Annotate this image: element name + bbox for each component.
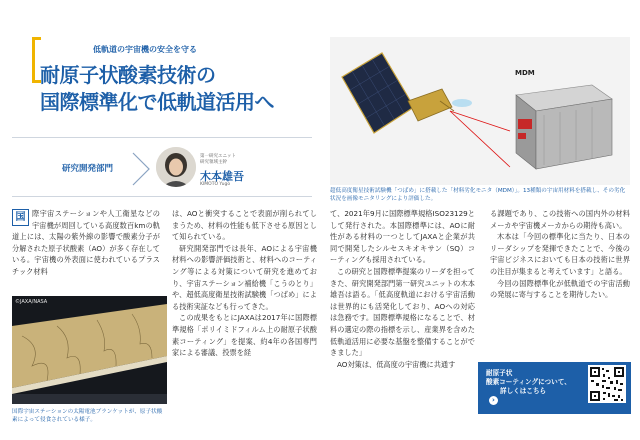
department-label: 研究開発部門 <box>62 164 114 174</box>
divider <box>12 137 312 138</box>
drop-cap: 国 <box>12 209 29 226</box>
paragraph: 今回の国際標準化が低軌道での宇宙活動の発展に寄与することを期待したい。 <box>490 278 630 300</box>
avatar <box>156 147 196 187</box>
person-name-roman: KIMOTO Yugo <box>200 182 231 187</box>
person-title <box>200 154 236 166</box>
body-column-1 <box>12 208 160 278</box>
satellite-photo <box>330 37 630 185</box>
link-line1: 耐原子状 <box>486 369 513 377</box>
body-column-4 <box>490 208 630 301</box>
paragraph: 研究開発部門では長年、AOによる宇宙機材料への影響評価技術と、材料へのコーティング等による対策について研究を進めており、宇宙ステーション補給機「こうのとり」や、超低高度衛星技術試験機「つばめ」による技術実証なども行ってきた。 <box>172 243 317 311</box>
photo-credit: ©JAXA/NASA <box>15 299 48 305</box>
arrow-right-icon[interactable]: › <box>489 396 498 405</box>
photo-caption: 超低高度衛星技術試験機「つばめ」に搭載した「材料劣化モニタ（MDM）」。13種類の宇宙用材料を搭載し、その劣化状況を画像モニタリングにより評価した。 <box>330 188 626 202</box>
paragraph: この研究と国際標準提案のリーダを担ってきた、研究開発部門第一研究ユニットの木本雄吾は語る。「低高度軌道における宇宙活動は世界的にも活発化しており、AOへの対応は急務です。国際標準規格になることで、材料の選定の際の指標を示し、産業界を含めた低軌道活用に必要な基盤を整備することができました」 <box>330 266 475 358</box>
paragraph: AO対策は、低高度の宇宙機に共通す <box>337 359 456 369</box>
photo-caption: 国際宇宙ステーションの太陽電池ブランケットが、原子状酸素によって侵食されている様子。 <box>12 409 163 423</box>
paragraph: は、AOと衝突することで表面が削られてしまうため、材料の性能も低下させる原因として知られている。 <box>172 209 317 242</box>
headline <box>40 62 325 116</box>
headline-line1: 耐原子状酸素技術の <box>40 63 216 87</box>
qr-code-icon[interactable] <box>588 365 626 403</box>
body-column-3 <box>330 208 475 370</box>
paragraph: この成果をもとにJAXAは2017年に国際標準規格「ポリイミドフィルム上の耐原子状酸素コーティング」を提案、約4年の各国専門家による審議、投票を経 <box>172 313 317 358</box>
person-title-line2: 研究領域主幹 <box>200 160 227 165</box>
chevron-right-icon <box>129 151 153 187</box>
person-title-line1: 第一研究ユニット <box>200 154 236 159</box>
link-line2: 酸素コーティングについて、 <box>486 378 571 386</box>
paragraph: 際宇宙ステーションや人工衛星などの宇宙機が周回している高度数百kmの軌道上には、太陽の紫外線の影響で酸素分子が分解された原子状酸素（AO）が多く存在している。宇宙機の外表面に使われているプラスチック材料 <box>12 209 160 276</box>
link-line3: 詳しくはこちら <box>500 387 547 395</box>
headline-line2: 国際標準化で低軌道活用へ <box>40 90 274 114</box>
more-info-label[interactable] <box>486 369 571 396</box>
paragraph: る課題であり、この技術への国内外の材料メーカや宇宙機メーカからの期待も高い。 <box>490 209 630 230</box>
body-column-2 <box>172 208 317 359</box>
kicker: 低軌道の宇宙機の安全を守る <box>93 45 197 54</box>
mdm-label: MDM <box>515 69 535 77</box>
paragraph: て、2021年9月に国際標準規格ISO23129として発行された。本国際標準には、AOに耐性がある材料の一つとしてJAXAと企業が共同で開発したシルセスキオキサン（SQ）コーティングも採用されている。 <box>330 209 475 265</box>
paragraph: 木本は「今回の標準化に当たり、日本のリーダシップを発揮できたことで、今後の宇宙ビジネスにおいても日本の技術に世界の注目が集まると考えています」と語る。 <box>490 232 630 276</box>
solar-blanket-photo <box>12 296 167 404</box>
person-name: 木本雄吾 <box>200 170 244 183</box>
divider <box>12 196 312 197</box>
